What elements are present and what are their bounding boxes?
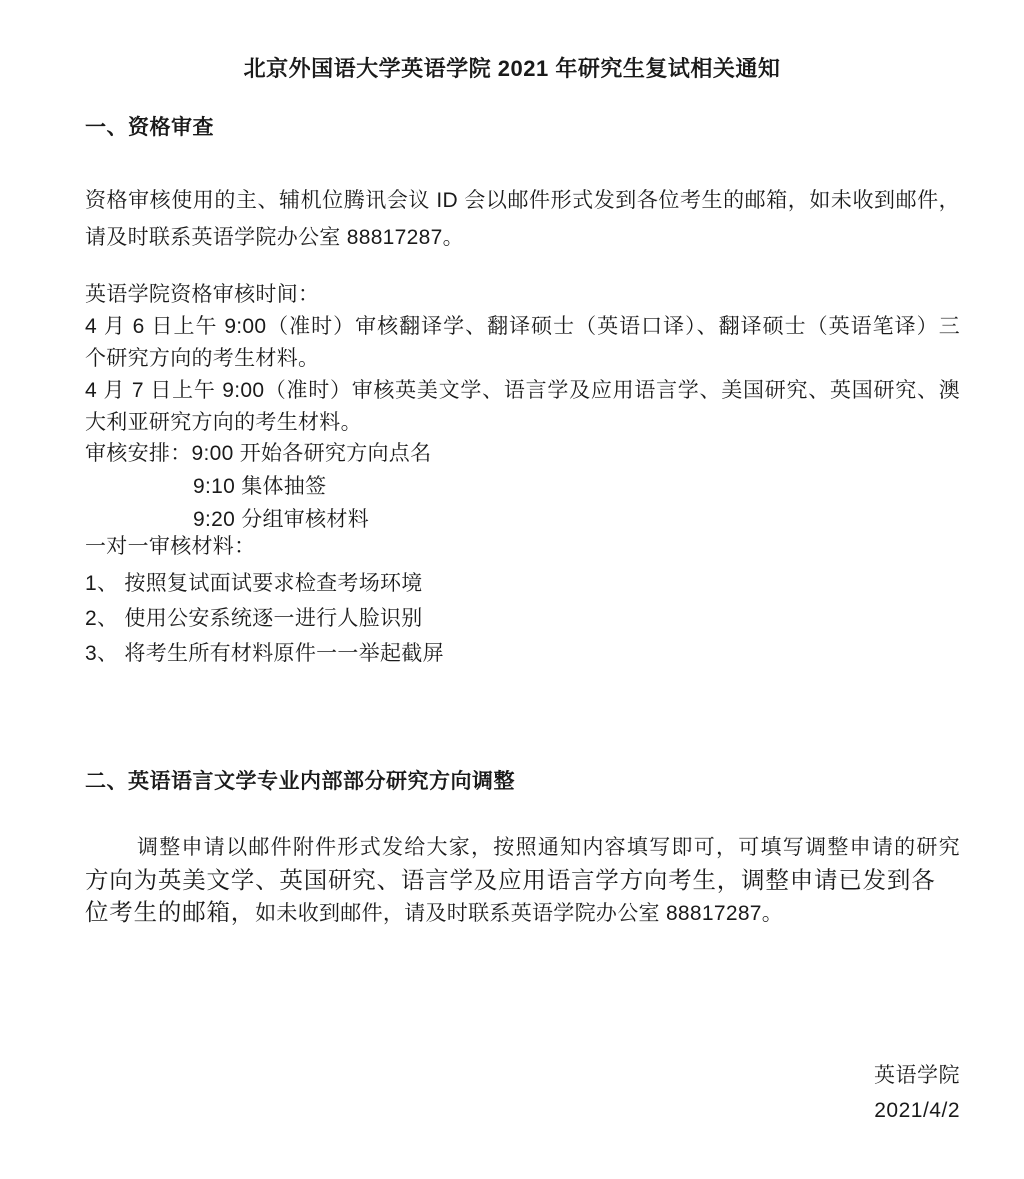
- signature-block: [85, 1058, 960, 1128]
- section-1-heading: 一、资格审查: [85, 116, 214, 139]
- checklist-item-2: 2、 使用公安系统逐一进行人脸识别: [85, 607, 423, 630]
- paragraph-line-emphasis: 位考生的邮箱，: [85, 899, 256, 925]
- april-7-line: 4 月 7 日上午 9:00（准时）审核英美文学、语言学及应用语言学、美国研究、英国研究、澳: [85, 379, 960, 402]
- schedule-item-0920: 9:20 分组审核材料: [193, 508, 370, 531]
- paragraph-line: 资格审核使用的主、辅机位腾讯会议 ID 会以邮件形式发到各位考生的邮箱，如未收到邮件，: [85, 189, 960, 212]
- schedule-item-0910: 9:10 集体抽签: [193, 475, 327, 498]
- schedule-label: 审核安排：: [85, 442, 192, 465]
- review-time-intro: 英语学院资格审核时间：: [85, 283, 320, 306]
- april-7-line: 大利亚研究方向的考生材料。: [85, 411, 362, 434]
- review-checklist: [85, 566, 960, 671]
- section-1-paragraph-contact: [85, 182, 960, 256]
- paragraph-line-rest: 如未收到邮件，请及时联系英语学院办公室 88817287。: [255, 902, 784, 925]
- review-schedule: [85, 437, 960, 536]
- checklist-item-3: 3、 将考生所有材料原件一一举起截屏: [85, 642, 444, 665]
- notice-title: 北京外国语大学英语学院 2021 年研究生复试相关通知: [243, 56, 781, 81]
- april-6-line: 个研究方向的考生材料。: [85, 347, 320, 370]
- paragraph-line: 方向为英美文学、英国研究、语言学及应用语言学方向考生，调整申请已发到各: [85, 867, 936, 893]
- section-2-paragraph-adjustment: [85, 832, 960, 930]
- schedule-row-1: [85, 437, 960, 470]
- paragraph-line: 调整申请以邮件附件形式发给大家，按照通知内容填写即可，可填写调整申请的研究: [137, 836, 960, 859]
- april-6-line: 4 月 6 日上午 9:00（准时）审核翻译学、翻译硕士（英语口译）、翻译硕士（英语笔译）三: [85, 315, 960, 338]
- section-2-heading: 二、英语语言文学专业内部部分研究方向调整: [85, 770, 515, 793]
- paragraph-line: [85, 896, 960, 930]
- checklist-item-1: 1、 按照复试面试要求检查考场环境: [85, 572, 423, 595]
- section-1-review-times: [85, 279, 960, 439]
- signature-date: 2021/4/2: [874, 1099, 960, 1122]
- paragraph-line: 请及时联系英语学院办公室 88817287。: [85, 226, 464, 249]
- schedule-item-0900: 9:00 开始各研究方向点名: [191, 442, 432, 465]
- signature-org: 英语学院: [874, 1064, 960, 1087]
- one-on-one-review-label: 一对一审核材料：: [85, 535, 256, 558]
